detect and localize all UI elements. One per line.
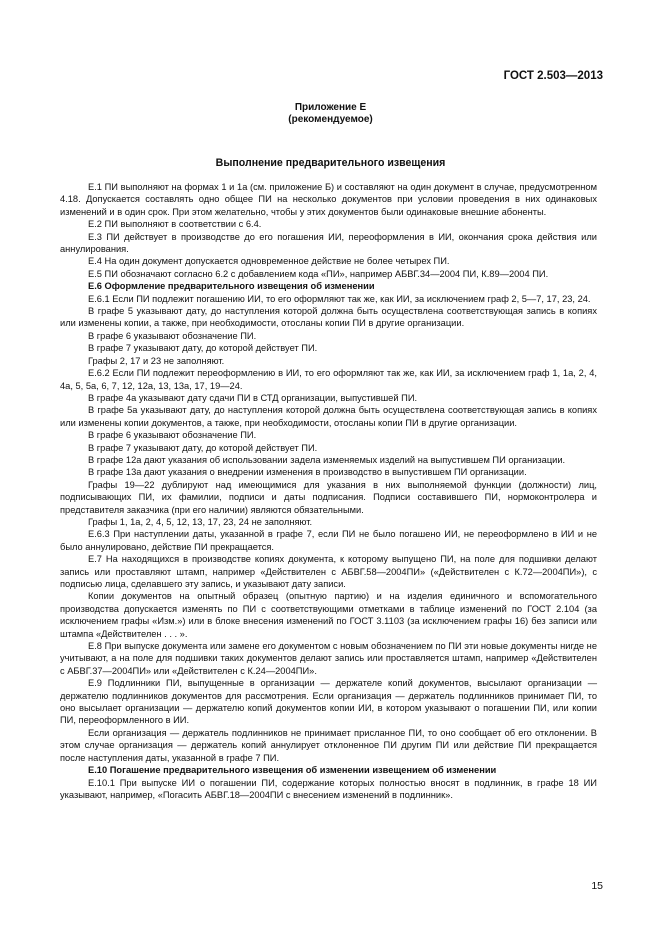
paragraph: В графе 6 указывают обозначение ПИ. (88, 430, 257, 441)
paragraph: Е.1 ПИ выполняют на формах 1 и 1а (см. приложение Б) и составляют на один документ в случае, предусмотренном 4.18. Допускается составлять одно общее ПИ на несколько документов при условии проведения в них одинаковых изменений и в один срок. При этом желательно, чтобы у этих документов были одинаковые внешние абоненты. (60, 182, 597, 217)
paragraph: Е.6.3 При наступлении даты, указанной в графе 7, если ПИ не было погашено ИИ, не переоформлено в ИИ и не было аннулировано, действие ПИ прекращается. (60, 529, 597, 552)
paragraph: В графе 12а дают указания об использовании задела изменяемых изделий на выпустившем ПИ организации. (88, 454, 566, 465)
appendix-heading (0, 102, 661, 126)
paragraph: В графе 5а указывают дату, до наступления которой должна быть осуществлена соответствующая запись в копиях или изменены копии документов, а также, при необходимости, отосланы копии ПИ в другие организации. (60, 405, 597, 428)
paragraph: Е.2 ПИ выполняют в соответствии с 6.4. (88, 219, 262, 230)
paragraph: Е.4 На один документ допускается одновременное действие не более четырех ПИ. (88, 256, 450, 267)
paragraph: В графе 7 указывают дату, до которой действует ПИ. (88, 442, 318, 453)
paragraph: В графе 4а указывают дату сдачи ПИ в СТД организации, выпустившей ПИ. (88, 392, 418, 403)
document-body (60, 181, 597, 801)
paragraph: Е.6.1 Если ПИ подлежит погашению ИИ, то его оформляют так же, как ИИ, за исключением граф 2, 5—7, 17, 23, 24. (88, 293, 591, 304)
subsection-heading: Е.10 Погашение предварительного извещения об изменении извещением об изменении (88, 765, 497, 776)
paragraph: В графе 5 указывают дату, до наступления которой должна быть осуществлена соответствующая запись в копиях или изменены копии, а также, при необходимости, отосланы копии ПИ в другие организации. (60, 306, 597, 329)
paragraph: Е.7 На находящихся в производстве копиях документа, к которому выпущено ПИ, на поле для подшивки делают запись или проставляют штамп, например «Действителен с АБВГ.58—2004ПИ» («Действителен с К.72—2004ПИ»), с подписью лица, сделавшего эту запись, и указывают дату записи. (60, 554, 597, 589)
paragraph: В графе 6 указывают обозначение ПИ. (88, 330, 257, 341)
paragraph: Е.3 ПИ действует в производстве до его погашения ИИ, переоформления в ИИ, окончания срока действия или аннулирования. (60, 231, 597, 255)
document-code: ГОСТ 2.503—2013 (503, 70, 603, 82)
paragraph: Е.9 Подлинники ПИ, выпущенные в организации — держателе копий документов, высылают организации — держателю подлинников документов для рассмотрения. Если организация — держатель подлинников принимает ПИ, то оно высылает организации — держателю копий документов копии ИИ, в котором указывают о погашении ПИ, или копии ПИ, переоформленного в ИИ. (60, 678, 597, 726)
paragraph: Е.8 При выпуске документа или замене его документом с новым обозначением по ПИ эти новые документы нигде не учитывают, а на поле для подшивки таких документов делают запись или проставляется штамп, например «Действителен с АБВГ.37—2004ПИ» или «Действителен с К.24—2004ПИ». (60, 641, 597, 676)
paragraph: Е.10.1 При выпуске ИИ о погашении ПИ, содержание которых полностью вносят в подлинник, в графе 18 ИИ указывают, например, «Погасить АБВГ.18—2004ПИ с внесением изменений в подлинник». (60, 777, 597, 800)
paragraph: Е.6.2 Если ПИ подлежит переоформлению в ИИ, то его оформляют так же, как ИИ, за исключением граф 1, 1а, 2, 4, 4а, 5, 5а, 6, 7, 12, 12а, 13, 13а, 17, 19—24. (60, 368, 597, 391)
page-number: 15 (591, 880, 603, 892)
subsection-heading: Е.6 Оформление предварительного извещения об изменении (88, 281, 375, 292)
section-title: Выполнение предварительного извещения (215, 157, 446, 169)
paragraph: Графы 2, 17 и 23 не заполняют. (88, 355, 225, 366)
paragraph: Е.5 ПИ обозначают согласно 6.2 с добавлением кода «ПИ», например АБВГ.34—2004 ПИ, К.89—2004 ПИ. (88, 268, 549, 279)
paragraph: В графе 13а дают указания о внедрении изменения в производство в выпустившем ПИ организации. (88, 467, 527, 478)
paragraph: Графы 19—22 дублируют над имеющимися для указания в них выполняемой функции (должности) лиц, подписывающих ПИ, их фамилии, подписи и даты подписания. Подписи составившего ПИ, нормоконтролера и представителя заказчика (при его наличии) являются обязательными. (60, 479, 597, 515)
paragraph: Копии документов на опытный образец (опытную партию) и на изделия единичного и вспомогательного производства допускается изменять по ПИ с соответствующими отметками в таблице изменений по ГОСТ 2.104 (за исключением графы «Изм.») или в блоке внесения изменений по ГОСТ 3.1103 (за исключением графы 16) без записи или штампа «Действителен . . . ». (60, 591, 597, 639)
appendix-subtitle: (рекомендуемое) (288, 114, 373, 125)
paragraph: Графы 1, 1а, 2, 4, 5, 12, 13, 17, 23, 24 не заполняют. (88, 516, 313, 527)
appendix-title: Приложение Е (294, 102, 367, 113)
paragraph: Если организация — держатель подлинников не принимает присланное ПИ, то оно сообщает об его отклонении. В этом случае организация — держатель копий аннулирует отклоненное ПИ другим ПИ или действие ПИ прекращается после наступления даты, указанной в графе 7 ПИ. (60, 727, 597, 763)
paragraph: В графе 7 указывают дату, до которой действует ПИ. (88, 343, 318, 354)
